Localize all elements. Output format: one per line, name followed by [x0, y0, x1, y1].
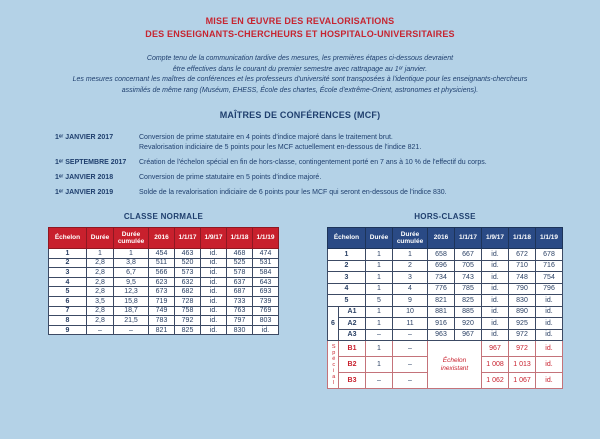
- table-row: [328, 341, 563, 357]
- cell: 1: [366, 341, 393, 357]
- cell: id.: [201, 287, 227, 297]
- column-header: 1/1/19: [536, 228, 563, 249]
- cell: 2,8: [87, 268, 114, 278]
- table-row: [328, 272, 563, 284]
- cell: B2: [339, 357, 366, 373]
- tables-section: [48, 212, 600, 389]
- cell: 1: [393, 249, 428, 261]
- cell: 2,8: [87, 306, 114, 316]
- cell: 573: [175, 268, 201, 278]
- cell: 7: [49, 306, 87, 316]
- cell: –: [393, 329, 428, 341]
- column-header: 1/9/17: [482, 228, 509, 249]
- cell: 797: [227, 316, 253, 326]
- cell: 1: [366, 249, 393, 261]
- cell: id.: [536, 295, 563, 307]
- cell: id.: [201, 325, 227, 335]
- intro-line: assimilés de même rang (Muséum, EHESS, École des chartes, École d'extrême-Orient, astronomes et physiciens).: [121, 86, 479, 94]
- cell: 5: [49, 287, 87, 297]
- cell: 763: [227, 306, 253, 316]
- cell: 3: [328, 272, 366, 284]
- cell: 920: [455, 318, 482, 330]
- cell: 710: [509, 260, 536, 272]
- table-row: [49, 316, 279, 326]
- cell: 682: [175, 287, 201, 297]
- timeline-description: [139, 173, 600, 183]
- cell: A1: [339, 306, 366, 318]
- cell: id.: [201, 258, 227, 268]
- cell: B3: [339, 373, 366, 389]
- title-line-2: DES ENSEIGNANTS-CHERCHEURS ET HOSPITALO-UNIVERSITAIRES: [145, 29, 455, 39]
- intro-line: Compte tenu de la communication tardive des mesures, les premières étapes ci-dessous devraient: [146, 55, 454, 62]
- cell: 790: [509, 283, 536, 295]
- column-header: 1/1/18: [227, 228, 253, 249]
- cell: 776: [428, 283, 455, 295]
- cell: 796: [536, 283, 563, 295]
- cell: id.: [536, 306, 563, 318]
- cell: 693: [253, 287, 279, 297]
- timeline-line: Création de l'échelon spécial en fin de hors-classe, contingentement porté en 7 ans à 10 % de l'effectif du corps.: [139, 159, 487, 166]
- cell: 696: [428, 260, 455, 272]
- cell: 769: [253, 306, 279, 316]
- cell: 4: [393, 283, 428, 295]
- cell: 678: [536, 249, 563, 261]
- timeline-description: [139, 188, 600, 198]
- cell: 9,5: [114, 277, 149, 287]
- cell: 1: [366, 272, 393, 284]
- cell: 18,7: [114, 306, 149, 316]
- cell: 520: [175, 258, 201, 268]
- table-row: [328, 260, 563, 272]
- cell: 916: [428, 318, 455, 330]
- cell: 925: [509, 318, 536, 330]
- table-row: [49, 249, 279, 259]
- cell: 825: [175, 325, 201, 335]
- cell: 1: [366, 318, 393, 330]
- table-row: [49, 296, 279, 306]
- cell: id.: [536, 357, 563, 373]
- hors-classe-block: [327, 212, 563, 389]
- cell: 1 008: [482, 357, 509, 373]
- table-row: [328, 318, 563, 330]
- column-header: Échelon: [328, 228, 366, 249]
- timeline: [55, 133, 600, 198]
- cell: 531: [253, 258, 279, 268]
- cell: 881: [428, 306, 455, 318]
- timeline-entry: [55, 158, 600, 168]
- cell: 972: [509, 341, 536, 357]
- title-line-1: MISE EN ŒUVRE DES REVALORISATIONS: [205, 16, 395, 26]
- cell: id.: [482, 249, 509, 261]
- cell: 705: [455, 260, 482, 272]
- cell: –: [393, 341, 428, 357]
- cell: 4: [328, 283, 366, 295]
- cell: 1: [87, 249, 114, 259]
- cell: 5: [366, 295, 393, 307]
- cell: 1: [366, 260, 393, 272]
- cell: 963: [428, 329, 455, 341]
- cell: 2,8: [87, 316, 114, 326]
- cell: id.: [201, 306, 227, 316]
- cell: 6,7: [114, 268, 149, 278]
- cell: 6: [49, 296, 87, 306]
- cell: id.: [536, 341, 563, 357]
- section-title: MAÎTRES DE CONFÉRENCES (MCF): [219, 110, 381, 120]
- cell: 967: [455, 329, 482, 341]
- cell: 1: [328, 249, 366, 261]
- intro-line: être effectives dans le courant du premier semestre avec rattrapage au 1ᵉʳ janvier.: [172, 65, 428, 73]
- cell: 821: [149, 325, 175, 335]
- cell: 728: [175, 296, 201, 306]
- cell: 623: [149, 277, 175, 287]
- column-header: 2016: [428, 228, 455, 249]
- column-header: Échelon: [49, 228, 87, 249]
- cell: 9: [393, 295, 428, 307]
- cell: id.: [482, 272, 509, 284]
- cell: 2: [328, 260, 366, 272]
- cell: 584: [253, 268, 279, 278]
- timeline-description: [139, 133, 600, 153]
- cell: 525: [227, 258, 253, 268]
- cell: id.: [536, 318, 563, 330]
- cell: 578: [227, 268, 253, 278]
- cell: id.: [482, 329, 509, 341]
- cell: 2: [393, 260, 428, 272]
- cell: –: [366, 373, 393, 389]
- cell: 1: [366, 357, 393, 373]
- echelon-6-group-cell: 6: [328, 306, 339, 341]
- cell: –: [114, 325, 149, 335]
- cell: 463: [175, 249, 201, 259]
- hors-classe-title: HORS-CLASSE: [414, 212, 476, 221]
- timeline-date: 1ᵉʳ JANVIER 2018: [55, 174, 114, 181]
- cell: 967: [482, 341, 509, 357]
- table-row: [328, 295, 563, 307]
- cell: 632: [175, 277, 201, 287]
- column-header: 1/1/17: [175, 228, 201, 249]
- column-header: 1/1/18: [509, 228, 536, 249]
- column-header: Durée cumulée: [393, 228, 428, 249]
- echelon-inexistant-note: Échelon inexistant: [428, 341, 482, 389]
- cell: 468: [227, 249, 253, 259]
- cell: 2,8: [87, 258, 114, 268]
- column-header: Durée: [87, 228, 114, 249]
- cell: 687: [227, 287, 253, 297]
- classe-normale-block: [48, 212, 279, 335]
- cell: 5: [328, 295, 366, 307]
- cell: A2: [339, 318, 366, 330]
- cell: 1 062: [482, 373, 509, 389]
- cell: 4: [49, 277, 87, 287]
- cell: 1: [114, 249, 149, 259]
- hors-classe-table: [327, 227, 563, 389]
- cell: 716: [536, 260, 563, 272]
- table-row: [328, 249, 563, 261]
- table-row: [49, 258, 279, 268]
- column-header: 2016: [149, 228, 175, 249]
- cell: id.: [482, 306, 509, 318]
- table-row: [49, 287, 279, 297]
- cell: id.: [201, 296, 227, 306]
- page-title: [0, 15, 600, 41]
- cell: 11: [393, 318, 428, 330]
- cell: 734: [428, 272, 455, 284]
- column-header: 1/9/17: [201, 228, 227, 249]
- cell: id.: [201, 316, 227, 326]
- cell: 454: [149, 249, 175, 259]
- header-row: [49, 228, 279, 249]
- cell: id.: [536, 329, 563, 341]
- cell: 972: [509, 329, 536, 341]
- cell: 792: [175, 316, 201, 326]
- intro-paragraph: [0, 54, 600, 96]
- cell: id.: [201, 249, 227, 259]
- cell: 3: [49, 268, 87, 278]
- cell: 10: [393, 306, 428, 318]
- column-header: Durée: [366, 228, 393, 249]
- cell: 21,5: [114, 316, 149, 326]
- cell: 739: [253, 296, 279, 306]
- cell: 719: [149, 296, 175, 306]
- table-row: [49, 325, 279, 335]
- table-row: [328, 283, 563, 295]
- timeline-entry: [55, 173, 600, 183]
- cell: 885: [455, 306, 482, 318]
- cell: 511: [149, 258, 175, 268]
- cell: –: [393, 357, 428, 373]
- cell: id.: [482, 260, 509, 272]
- cell: 12,3: [114, 287, 149, 297]
- cell: –: [87, 325, 114, 335]
- cell: 830: [509, 295, 536, 307]
- cell: 785: [455, 283, 482, 295]
- cell: 672: [509, 249, 536, 261]
- timeline-description: [139, 158, 600, 168]
- cell: 643: [253, 277, 279, 287]
- cell: 3: [393, 272, 428, 284]
- classe-normale-title: CLASSE NORMALE: [123, 212, 204, 221]
- cell: 803: [253, 316, 279, 326]
- cell: –: [393, 373, 428, 389]
- classe-normale-table: [48, 227, 279, 335]
- timeline-entry: [55, 133, 600, 153]
- cell: 754: [536, 272, 563, 284]
- intro-line: Les mesures concernant les maîtres de conférences et les professeurs d'université sont transposées à l'identique pour les enseignants-chercheurs: [72, 76, 528, 83]
- cell: –: [366, 329, 393, 341]
- cell: 783: [149, 316, 175, 326]
- table-row: [49, 277, 279, 287]
- column-header: 1/1/17: [455, 228, 482, 249]
- cell: 3,8: [114, 258, 149, 268]
- header-row: [328, 228, 563, 249]
- cell: 566: [149, 268, 175, 278]
- cell: 2,8: [87, 287, 114, 297]
- cell: 637: [227, 277, 253, 287]
- table-row: [49, 268, 279, 278]
- cell: 15,8: [114, 296, 149, 306]
- cell: 890: [509, 306, 536, 318]
- cell: 3,5: [87, 296, 114, 306]
- cell: 825: [455, 295, 482, 307]
- cell: 474: [253, 249, 279, 259]
- cell: 1: [49, 249, 87, 259]
- cell: id.: [201, 268, 227, 278]
- cell: id.: [201, 277, 227, 287]
- cell: 658: [428, 249, 455, 261]
- cell: 821: [428, 295, 455, 307]
- cell: id.: [536, 373, 563, 389]
- timeline-line: Conversion de prime statutaire en 5 points d'indice majoré.: [139, 174, 322, 181]
- timeline-date: 1ᵉʳ SEPTEMBRE 2017: [55, 159, 127, 166]
- cell: 1: [366, 283, 393, 295]
- cell: 743: [455, 272, 482, 284]
- cell: id.: [482, 318, 509, 330]
- cell: 1 067: [509, 373, 536, 389]
- cell: B1: [339, 341, 366, 357]
- table-row: [49, 306, 279, 316]
- column-header: Durée cumulée: [114, 228, 149, 249]
- cell: id.: [253, 325, 279, 335]
- timeline-date: 1ᵉʳ JANVIER 2019: [55, 189, 114, 196]
- timeline-line: Revalorisation indiciaire de 5 points pour les MCF actuellement en-dessous de l'indice 821.: [139, 144, 422, 151]
- table-row: [328, 306, 563, 318]
- timeline-line: Conversion de prime statutaire en 4 points d'indice majoré dans le traitement brut.: [139, 134, 393, 141]
- cell: 2: [49, 258, 87, 268]
- cell: A3: [339, 329, 366, 341]
- timeline-date: 1ᵉʳ JANVIER 2017: [55, 134, 114, 141]
- timeline-line: Solde de la revalorisation indiciaire de 6 points pour les MCF qui seront en-dessous de l'indice 830.: [139, 189, 447, 196]
- cell: 1: [366, 306, 393, 318]
- timeline-entry: [55, 188, 600, 198]
- table-row: [328, 329, 563, 341]
- column-header: 1/1/19: [253, 228, 279, 249]
- cell: id.: [482, 283, 509, 295]
- cell: 667: [455, 249, 482, 261]
- cell: 830: [227, 325, 253, 335]
- document-page: [0, 15, 600, 389]
- cell: 1 013: [509, 357, 536, 373]
- cell: 673: [149, 287, 175, 297]
- cell: 758: [175, 306, 201, 316]
- cell: 9: [49, 325, 87, 335]
- cell: 2,8: [87, 277, 114, 287]
- cell: 748: [509, 272, 536, 284]
- special-group-label: Spécial: [328, 341, 339, 389]
- cell: id.: [482, 295, 509, 307]
- cell: 733: [227, 296, 253, 306]
- cell: 8: [49, 316, 87, 326]
- cell: 749: [149, 306, 175, 316]
